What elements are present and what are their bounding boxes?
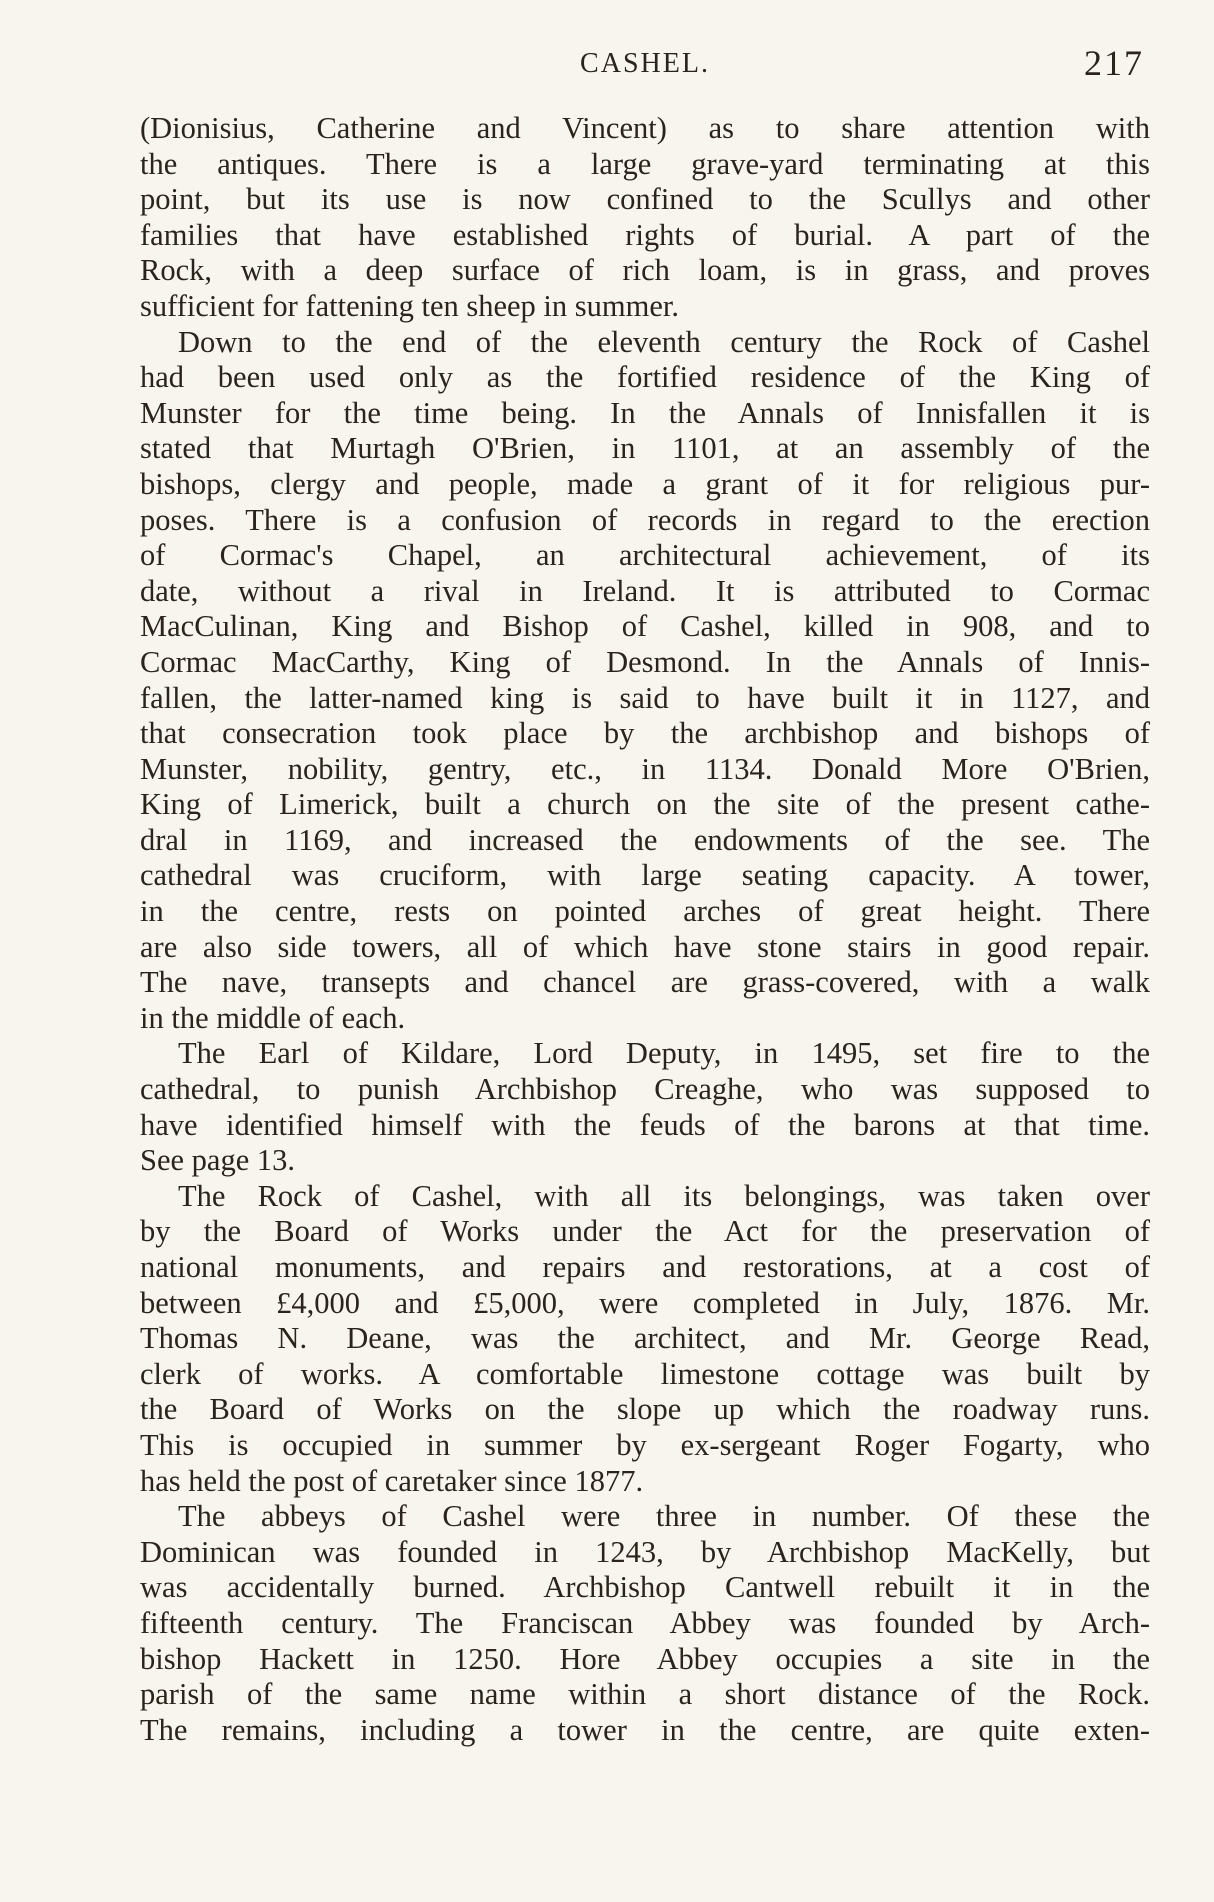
text-line: The nave, transepts and chancel are grass-covered, with a walk bbox=[140, 965, 1150, 1000]
text-line: cathedral, to punish Archbishop Creaghe, who was supposed to bbox=[140, 1072, 1150, 1107]
text-line: sufficient for fattening ten sheep in summer. bbox=[140, 288, 679, 323]
text-line: point, but its use is now confined to the Scullys and other bbox=[140, 182, 1150, 217]
text-line: in the middle of each. bbox=[140, 1000, 406, 1035]
text-line: The abbeys of Cashel were three in number. Of these the bbox=[178, 1499, 1150, 1534]
text-line: by the Board of Works under the Act for the preservation of bbox=[140, 1214, 1150, 1249]
text-line: stated that Murtagh O'Brien, in 1101, at an assembly of the bbox=[140, 431, 1150, 466]
text-line: bishop Hackett in 1250. Hore Abbey occupies a site in the bbox=[140, 1641, 1150, 1676]
text-line: families that have established rights of burial. A part of the bbox=[140, 217, 1150, 252]
paragraph bbox=[140, 111, 1150, 325]
text-line: cathedral was cruciform, with large seating capacity. A tower, bbox=[140, 858, 1150, 893]
text-line: See page 13. bbox=[140, 1143, 295, 1178]
text-line: Thomas N. Deane, was the architect, and Mr. George Read, bbox=[140, 1321, 1150, 1356]
text-line: date, without a rival in Ireland. It is attributed to Cormac bbox=[140, 573, 1150, 608]
paragraph bbox=[140, 1499, 1150, 1748]
text-line: have identified himself with the feuds of the barons at that time. bbox=[140, 1107, 1150, 1142]
text-line: Rock, with a deep surface of rich loam, is in grass, and proves bbox=[140, 253, 1150, 288]
text-line: Cormac MacCarthy, King of Desmond. In the Annals of Innis- bbox=[140, 644, 1150, 679]
text-line: The remains, including a tower in the centre, are quite exten- bbox=[140, 1712, 1150, 1747]
text-line: had been used only as the fortified residence of the King of bbox=[140, 360, 1150, 395]
text-line: dral in 1169, and increased the endowments of the see. The bbox=[140, 822, 1150, 857]
text-line: that consecration took place by the archbishop and bishops of bbox=[140, 716, 1150, 751]
text-line: The Earl of Kildare, Lord Deputy, in 1495, set fire to the bbox=[178, 1036, 1150, 1071]
text-line: the Board of Works on the slope up which the roadway runs. bbox=[140, 1392, 1150, 1427]
page-number: 217 bbox=[1084, 43, 1144, 83]
paragraph bbox=[140, 1179, 1150, 1499]
text-line: Dominican was founded in 1243, by Archbishop MacKelly, but bbox=[140, 1534, 1150, 1569]
text-line: parish of the same name within a short distance of the Rock. bbox=[140, 1677, 1150, 1712]
text-line: Munster for the time being. In the Annals of Innisfallen it is bbox=[140, 395, 1150, 430]
text-line: are also side towers, all of which have stone stairs in good repair. bbox=[140, 929, 1150, 964]
text-line: in the centre, rests on pointed arches of great height. There bbox=[140, 894, 1150, 929]
text-line: of Cormac's Chapel, an architectural achievement, of its bbox=[140, 538, 1150, 573]
running-head bbox=[140, 42, 1150, 92]
text-line: fallen, the latter-named king is said to have built it in 1127, and bbox=[140, 680, 1150, 715]
text-line: (Dionisius, Catherine and Vincent) as to share attention with bbox=[140, 111, 1150, 145]
text-line: between £4,000 and £5,000, were completed in July, 1876. Mr. bbox=[140, 1285, 1150, 1320]
text-line: fifteenth century. The Franciscan Abbey was founded by Arch- bbox=[140, 1605, 1150, 1640]
text-line: MacCulinan, King and Bishop of Cashel, killed in 908, and to bbox=[140, 609, 1150, 644]
paragraph bbox=[140, 325, 1150, 1037]
text-line: King of Limerick, built a church on the site of the present cathe- bbox=[140, 787, 1150, 822]
body-text bbox=[140, 111, 1150, 1748]
text-line: Down to the end of the eleventh century the Rock of Cashel bbox=[178, 324, 1150, 359]
text-line: national monuments, and repairs and restorations, at a cost of bbox=[140, 1250, 1150, 1284]
text-line: the antiques. There is a large grave-yard terminating at this bbox=[140, 146, 1150, 181]
paragraph bbox=[140, 1036, 1150, 1178]
text-line: poses. There is a confusion of records in regard to the erection bbox=[140, 502, 1150, 537]
text-line: bishops, clergy and people, made a grant of it for religious pur- bbox=[140, 466, 1150, 501]
text-line: Munster, nobility, gentry, etc., in 1134. Donald More O'Brien, bbox=[140, 751, 1150, 786]
text-line: The Rock of Cashel, with all its belongings, was taken over bbox=[178, 1178, 1150, 1213]
running-title: CASHEL. bbox=[580, 48, 710, 79]
text-line: clerk of works. A comfortable limestone cottage was built by bbox=[140, 1356, 1150, 1391]
text-line: was accidentally burned. Archbishop Cantwell rebuilt it in the bbox=[140, 1570, 1150, 1605]
text-line: has held the post of caretaker since 1877. bbox=[140, 1463, 644, 1498]
text-line: This is occupied in summer by ex-sergeant Roger Fogarty, who bbox=[140, 1427, 1150, 1462]
